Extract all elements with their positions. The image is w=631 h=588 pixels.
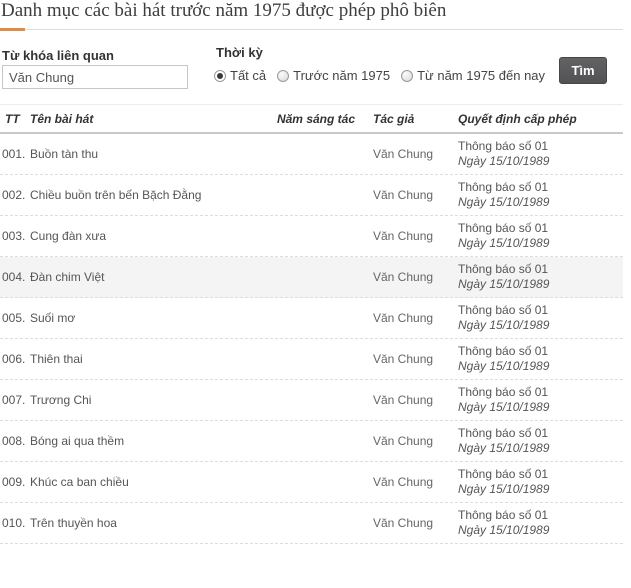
license-date: Ngày 15/10/1989 (458, 154, 550, 168)
table-row (0, 134, 623, 175)
radio-option-label: Trước năm 1975 (293, 68, 391, 83)
header-author: Tác giả (373, 111, 415, 126)
song-author: Văn Chung (373, 311, 434, 325)
license-date: Ngày 15/10/1989 (458, 318, 550, 332)
license-number: Thông báo số 01 (458, 139, 549, 153)
license-date: Ngày 15/10/1989 (458, 359, 550, 373)
row-number: 009. (2, 475, 26, 489)
license-number: Thông báo số 01 (458, 344, 549, 358)
header-song-title: Tên bài hát (30, 111, 94, 126)
keyword-input[interactable] (2, 65, 188, 89)
period-radio-group (214, 68, 556, 83)
table-row (0, 462, 623, 503)
table-row (0, 216, 623, 257)
license-cell (458, 262, 623, 292)
header-tt: TT (5, 111, 20, 126)
row-number: 007. (2, 393, 26, 407)
header-license: Quyết định cấp phép (458, 111, 577, 126)
radio-icon (401, 70, 413, 82)
song-author: Văn Chung (373, 393, 434, 407)
header-year: Năm sáng tác (276, 111, 355, 126)
radio-option-label: Từ năm 1975 đến nay (417, 68, 546, 83)
row-number: 006. (2, 352, 26, 366)
song-title: Cung đàn xưa (30, 229, 107, 243)
license-cell (458, 344, 623, 374)
radio-icon (214, 70, 226, 82)
song-title: Trương Chi (30, 393, 92, 407)
license-number: Thông báo số 01 (458, 426, 549, 440)
license-cell (458, 221, 623, 251)
song-author: Văn Chung (373, 188, 434, 202)
table-row (0, 257, 623, 298)
song-title: Thiên thai (30, 352, 83, 366)
license-number: Thông báo số 01 (458, 180, 549, 194)
table-body (0, 134, 623, 544)
song-title: Buồn tàn thu (30, 147, 99, 161)
radio-option-label: Tất cả (230, 68, 267, 83)
song-author: Văn Chung (373, 270, 434, 284)
license-date: Ngày 15/10/1989 (458, 236, 550, 250)
license-cell (458, 508, 623, 538)
radio-option-before-1975[interactable] (277, 68, 390, 83)
license-cell (458, 303, 623, 333)
song-author: Văn Chung (373, 147, 434, 161)
radio-icon (277, 70, 289, 82)
table-row (0, 503, 623, 544)
song-author: Văn Chung (373, 516, 434, 530)
table-header-row (0, 104, 623, 134)
title-divider (0, 28, 623, 31)
table-row (0, 380, 623, 421)
period-label: Thời kỳ (216, 45, 263, 60)
license-cell (458, 467, 623, 497)
license-date: Ngày 15/10/1989 (458, 441, 550, 455)
song-title: Bóng ai qua thềm (30, 434, 125, 448)
row-number: 003. (2, 229, 26, 243)
license-cell (458, 139, 623, 169)
table-row (0, 339, 623, 380)
song-author: Văn Chung (373, 229, 434, 243)
row-number: 001. (2, 147, 26, 161)
row-number: 002. (2, 188, 26, 202)
song-title: Đàn chim Việt (30, 270, 105, 284)
page-title: Danh mục các bài hát trước năm 1975 được phép phô biên (1, 0, 447, 21)
license-date: Ngày 15/10/1989 (458, 523, 550, 537)
song-title: Khúc ca ban chiều (30, 475, 129, 489)
table-row (0, 421, 623, 462)
row-number: 008. (2, 434, 26, 448)
divider-line (0, 29, 623, 30)
license-number: Thông báo số 01 (458, 508, 549, 522)
table-row (0, 298, 623, 339)
license-date: Ngày 15/10/1989 (458, 482, 550, 496)
license-number: Thông báo số 01 (458, 467, 549, 481)
search-form (2, 45, 631, 100)
radio-option-all[interactable] (214, 68, 266, 83)
divider-accent (0, 28, 25, 31)
license-cell (458, 180, 623, 210)
table-row (0, 175, 623, 216)
search-button[interactable]: Tìm (559, 57, 607, 84)
song-author: Văn Chung (373, 434, 434, 448)
song-title: Trên thuyền hoa (30, 516, 117, 530)
row-number: 010. (2, 516, 26, 530)
license-number: Thông báo số 01 (458, 262, 549, 276)
row-number: 004. (2, 270, 26, 284)
license-date: Ngày 15/10/1989 (458, 195, 550, 209)
license-date: Ngày 15/10/1989 (458, 277, 550, 291)
license-date: Ngày 15/10/1989 (458, 400, 550, 414)
radio-option-since-1975[interactable] (401, 68, 545, 83)
song-title: Suối mơ (30, 311, 76, 325)
keyword-label: Từ khóa liên quan (2, 48, 114, 63)
license-number: Thông báo số 01 (458, 303, 549, 317)
license-cell (458, 426, 623, 456)
row-number: 005. (2, 311, 26, 325)
license-cell (458, 385, 623, 415)
song-author: Văn Chung (373, 475, 434, 489)
license-number: Thông báo số 01 (458, 221, 549, 235)
song-title: Chiều buồn trên bến Bặch Đằng (30, 188, 202, 202)
songs-table (0, 104, 623, 544)
license-number: Thông báo số 01 (458, 385, 549, 399)
song-author: Văn Chung (373, 352, 434, 366)
